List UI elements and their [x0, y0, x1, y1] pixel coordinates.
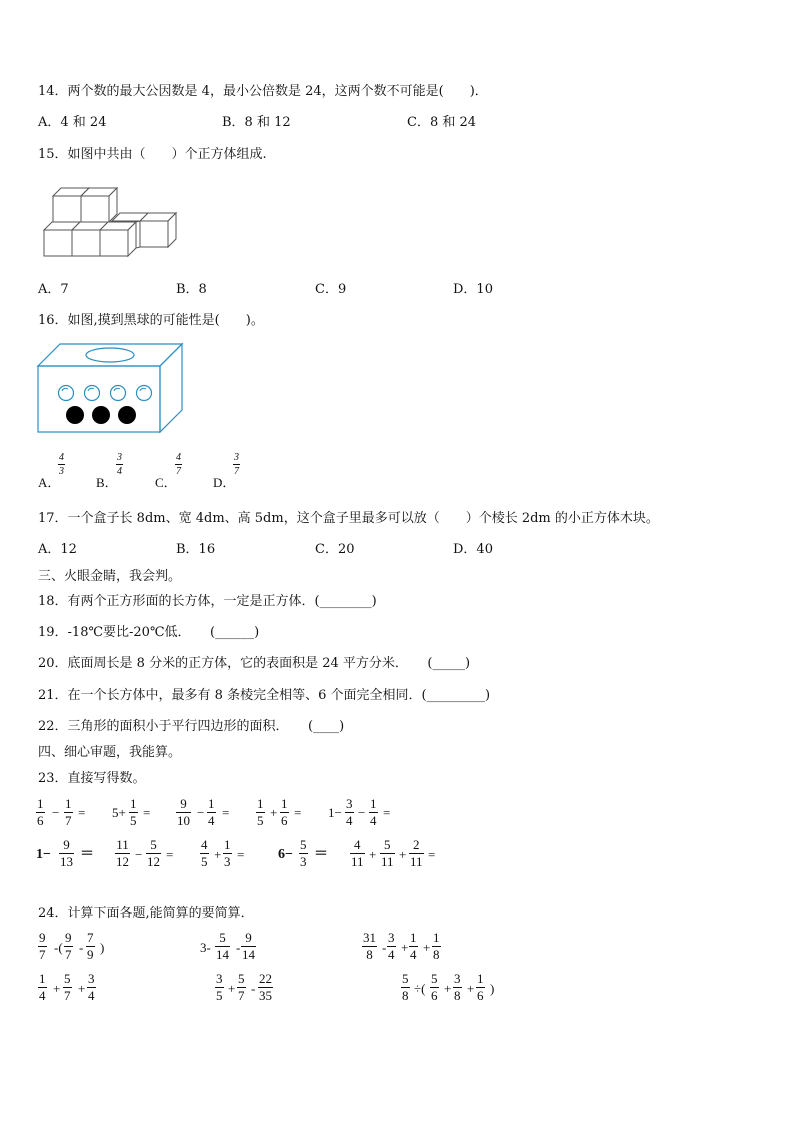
equals-sign: = [78, 805, 86, 820]
q16-option-fraction [58, 452, 65, 477]
white-ball [59, 386, 74, 401]
fraction [401, 972, 410, 1003]
numerator: 3 [216, 971, 223, 986]
denominator: 14 [242, 947, 255, 962]
denominator: 3 [59, 466, 64, 477]
operator: -( [54, 940, 63, 955]
numerator: 5 [384, 837, 391, 852]
fraction-bar [116, 464, 123, 465]
fraction-bar [233, 464, 240, 465]
numerator: 1 [130, 796, 137, 811]
numerator: 5 [431, 971, 438, 986]
numerator: 3 [388, 930, 395, 945]
denominator: 3 [224, 854, 231, 869]
numerator: 1 [477, 971, 484, 986]
fraction [409, 838, 424, 869]
numerator: 22 [259, 971, 272, 986]
denominator: 7 [39, 947, 46, 962]
denominator: 4 [117, 466, 122, 477]
equals-sign: = [383, 805, 391, 820]
denominator: 12 [116, 854, 129, 869]
denominator: 8 [366, 947, 373, 962]
numerator: 1 [37, 796, 44, 811]
denominator: 6 [37, 813, 44, 828]
denominator: 7 [234, 466, 239, 477]
equals-sign: = [222, 805, 230, 820]
q16-option-fraction [233, 452, 240, 477]
fraction [64, 931, 73, 962]
fraction [369, 797, 378, 828]
equals-sign: = [428, 847, 436, 862]
question-18-text: 18．有两个正方形面的长方体，一定是正方体．(________) [38, 594, 377, 609]
white-ball [85, 386, 100, 401]
denominator: 4 [370, 813, 377, 828]
operator: + [399, 847, 407, 862]
numerator: 4 [59, 452, 64, 463]
operator: + [467, 981, 475, 996]
fraction [345, 797, 354, 828]
q16-option-label: C． [155, 475, 177, 490]
fraction [63, 972, 72, 1003]
fraction [453, 972, 462, 1003]
operator: − [358, 805, 366, 820]
fraction [432, 931, 441, 962]
fraction [176, 797, 191, 828]
equals-sign: = [166, 847, 174, 862]
operator: + [228, 981, 236, 996]
denominator: 13 [60, 854, 73, 869]
denominator: 7 [65, 947, 72, 962]
whole-number: 6− [278, 847, 293, 862]
denominator: 8 [433, 947, 440, 962]
fraction [86, 931, 95, 962]
q16-option-fraction [175, 452, 182, 477]
question-19-text: 19．-18℃要比-20℃低． (______) [38, 625, 260, 640]
denominator: 9 [87, 947, 94, 962]
denominator: 5 [130, 813, 137, 828]
numerator: 31 [363, 930, 376, 945]
numerator: 4 [176, 452, 181, 463]
question-21-text: 21．在一个长方体中，最多有 8 条棱完全相等、6 个面完全相同．(_________) [38, 688, 491, 703]
question-14-text: 14．两个数的最大公因数是 4，最小公倍数是 24，这两个数不可能是( )． [38, 84, 488, 99]
numerator: 1 [410, 930, 417, 945]
question-17-text: 17．一个盒子长 8dm、宽 4dm、高 5dm，这个盒子里最多可以放（ ）个棱长 2dm 的小正方体木块。 [38, 511, 659, 526]
numerator: 1 [224, 837, 231, 852]
section-4-heading: 四、细心审题，我能算。 [38, 745, 182, 760]
numerator: 3 [117, 452, 122, 463]
black-ball [66, 406, 84, 424]
question-16-text: 16．如图,摸到黑球的可能性是( )。 [38, 313, 264, 328]
numerator: 2 [413, 837, 420, 852]
denominator: 4 [346, 813, 353, 828]
operator: + [78, 981, 86, 996]
operator: − [52, 805, 60, 820]
fraction-bar [175, 464, 182, 465]
q14-option-b[interactable]: B．8 和 12 [222, 115, 291, 130]
fraction [258, 972, 273, 1003]
question-15-text: 15．如图中共由（ ）个正方体组成. [38, 147, 267, 162]
white-ball [111, 386, 126, 401]
operator: - [79, 940, 84, 955]
denominator: 5 [257, 813, 264, 828]
question-20-text: 20．底面周长是 8 分米的正方体，它的表面积是 24 平方分米． (_____) [38, 656, 471, 671]
denominator: 4 [388, 947, 395, 962]
fraction [38, 972, 47, 1003]
q15-option-d[interactable]: D．10 [453, 282, 493, 297]
denominator: 6 [281, 813, 288, 828]
fraction [38, 931, 47, 962]
numerator: 9 [39, 930, 46, 945]
denominator: 6 [431, 988, 438, 1003]
question-24-title: 24．计算下面各题,能简算的要简算． [38, 906, 254, 921]
fraction [350, 838, 365, 869]
fraction [129, 797, 138, 828]
operator: + [53, 981, 61, 996]
numerator: 11 [116, 837, 129, 852]
numerator: 7 [87, 930, 94, 945]
denominator: 11 [381, 854, 394, 869]
fraction [430, 972, 439, 1003]
denominator: 4 [39, 988, 46, 1003]
operator: - [382, 940, 387, 955]
operator: - [236, 940, 241, 955]
numerator: 5 [219, 930, 226, 945]
denominator: 7 [238, 988, 245, 1003]
fraction [256, 797, 265, 828]
black-ball [92, 406, 110, 424]
fraction [280, 797, 289, 828]
denominator: 10 [177, 813, 190, 828]
equals-sign: ＝ [314, 847, 328, 862]
numerator: 5 [64, 971, 71, 986]
fraction [59, 838, 74, 869]
numerator: 5 [238, 971, 245, 986]
fraction [380, 838, 395, 869]
fraction [215, 972, 224, 1003]
operator: − [197, 805, 205, 820]
numerator: 1 [433, 930, 440, 945]
black-ball [118, 406, 136, 424]
denominator: 5 [201, 854, 208, 869]
close-paren: ) [100, 940, 105, 955]
q17-option-b[interactable]: B．16 [176, 542, 216, 557]
numerator: 1 [39, 971, 46, 986]
numerator: 1 [65, 796, 72, 811]
operator: + [270, 805, 278, 820]
numerator: 9 [65, 930, 72, 945]
numerator: 9 [245, 930, 252, 945]
fraction [223, 838, 232, 869]
denominator: 6 [477, 988, 484, 1003]
denominator: 11 [351, 854, 364, 869]
operator: ÷( [414, 981, 426, 996]
q17-option-c[interactable]: C．20 [315, 542, 355, 557]
numerator: 1 [370, 796, 377, 811]
denominator: 5 [216, 988, 223, 1003]
section-3-heading: 三、火眼金睛，我会判。 [38, 569, 182, 584]
fraction-bar [58, 464, 65, 465]
close-paren: ) [490, 981, 495, 996]
fraction [146, 838, 161, 869]
denominator: 8 [454, 988, 461, 1003]
denominator: 8 [402, 988, 409, 1003]
q17-option-d[interactable]: D．40 [453, 542, 493, 557]
fraction [200, 838, 209, 869]
fraction [64, 797, 73, 828]
denominator: 14 [216, 947, 229, 962]
denominator: 7 [176, 466, 181, 477]
numerator: 1 [281, 796, 288, 811]
ball-box-figure [36, 342, 184, 434]
denominator: 35 [259, 988, 272, 1003]
whole-number: 3- [200, 940, 211, 955]
numerator: 3 [88, 971, 95, 986]
whole-number: 5+ [112, 805, 126, 820]
equals-sign: ＝ [80, 847, 94, 862]
numerator: 1 [208, 796, 215, 811]
numerator: 1 [257, 796, 264, 811]
question-22-text: 22．三角形的面积小于平行四边形的面积． (____) [38, 719, 345, 734]
q16-option-label: B． [96, 475, 118, 490]
numerator: 3 [454, 971, 461, 986]
equals-sign: = [294, 805, 302, 820]
operator: + [214, 847, 222, 862]
denominator: 7 [65, 813, 72, 828]
denominator: 4 [88, 988, 95, 1003]
operator: + [369, 847, 377, 862]
q16-option-fraction [116, 452, 123, 477]
cube-stack-figure [40, 184, 185, 260]
q14-option-a[interactable]: A．4 和 24 [38, 115, 107, 130]
q16-option-label: D． [213, 475, 236, 490]
numerator: 5 [300, 837, 307, 852]
equals-sign: = [237, 847, 245, 862]
q14-option-c[interactable]: C．8 和 24 [407, 115, 477, 130]
fraction [241, 931, 256, 962]
fraction [36, 797, 45, 828]
q16-option-label: A． [38, 475, 61, 490]
numerator: 4 [354, 837, 361, 852]
q15-option-c[interactable]: C．9 [315, 282, 347, 297]
fraction [299, 838, 308, 869]
operator: + [444, 981, 452, 996]
fraction [409, 931, 418, 962]
question-23-title: 23．直接写得数。 [38, 771, 146, 786]
denominator: 3 [300, 854, 307, 869]
operator: − [135, 847, 143, 862]
fraction [115, 838, 130, 869]
fraction [237, 972, 246, 1003]
operator: + [423, 940, 431, 955]
q15-option-a[interactable]: A．7 [38, 282, 69, 297]
equals-sign: = [143, 805, 151, 820]
fraction [362, 931, 377, 962]
numerator: 9 [63, 837, 70, 852]
q17-option-a[interactable]: A．12 [38, 542, 77, 557]
numerator: 3 [346, 796, 353, 811]
denominator: 12 [147, 854, 160, 869]
numerator: 5 [402, 971, 409, 986]
fraction [476, 972, 485, 1003]
whole-number: 1− [328, 805, 342, 820]
denominator: 4 [208, 813, 215, 828]
denominator: 11 [410, 854, 423, 869]
numerator: 4 [201, 837, 208, 852]
fraction [387, 931, 396, 962]
denominator: 4 [410, 947, 417, 962]
operator: + [401, 940, 409, 955]
numerator: 3 [234, 452, 239, 463]
numerator: 9 [180, 796, 187, 811]
denominator: 7 [64, 988, 71, 1003]
whole-number: 1− [36, 847, 51, 862]
q15-option-b[interactable]: B．8 [176, 282, 207, 297]
fraction [87, 972, 96, 1003]
fraction [207, 797, 216, 828]
white-ball [137, 386, 152, 401]
numerator: 5 [150, 837, 157, 852]
fraction [215, 931, 230, 962]
operator: - [251, 981, 256, 996]
